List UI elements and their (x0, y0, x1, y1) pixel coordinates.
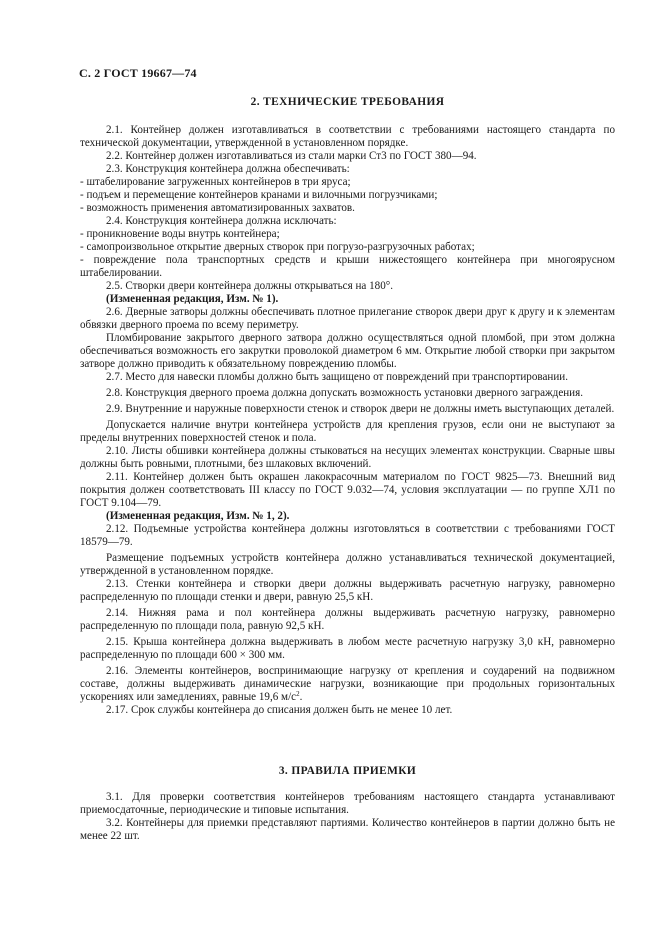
section-body-technical-requirements (80, 124, 615, 717)
page-header: С. 2 ГОСТ 19667—74 (79, 66, 197, 80)
paragraph-sealing: Пломбирование закрытого дверного затвора должно осуществляться одной пломбой, при этом должна обеспечиваться возможность его закрутки проволокой диаметром 6 мм. Открытие любой створки при закрытом затворе должно приводить к обязательному повреждению пломбы. (80, 332, 615, 370)
list-item-automatic-grips: - возможность применения автоматизированных захватов. (80, 202, 355, 214)
paragraph-lifting-placement: Размещение подъемных устройств контейнера должно устанавливаться технической документацией, утвержденной в установленном порядке. (80, 552, 615, 577)
paragraph-2-4: 2.4. Конструкция контейнера должна исключать: (106, 215, 337, 227)
paragraph-2-3: 2.3. Конструкция контейнера должна обеспечивать: (106, 163, 350, 175)
amendment-note: (Измененная редакция, Изм. № 1). (106, 293, 279, 305)
paragraph-2-11: 2.11. Контейнер должен быть окрашен лакокрасочным материалом по ГОСТ 9825—73. Внешний вид покрытия должен соответствовать III классу по ГОСТ 9.032—74, условия эксплуатации — по группе ХЛ1 по ГОСТ 9.104—79. (80, 471, 615, 509)
paragraph-2-8: 2.8. Конструкция дверного проема должна допускать возможность установки дверного заграждения. (106, 387, 583, 399)
paragraph-2-10: 2.10. Листы обшивки контейнера должны стыковаться на несущих элементах конструкции. Сварные швы должны быть ровными, плотными, без шлаковых включений. (80, 445, 615, 470)
paragraph-2-6: 2.6. Дверные затворы должны обеспечивать плотное прилегание створок двери друг к другу и к элементам обвязки дверного проема по всему периметру. (80, 306, 615, 331)
paragraph-2-16-text: 2.16. Элементы контейнеров, воспринимающие нагрузку от крепления и соударений на подвижном составе, должны выдерживать динамические нагрузки, возникающие при продольных горизонтальных ускорениях или замедлениях, равные 19,6 м/с (80, 665, 615, 703)
list-item-stacking: - штабелирование загруженных контейнеров в три яруса; (80, 176, 351, 188)
paragraph-2-1: 2.1. Контейнер должен изготавливаться в соответствии с требованиями настоящего стандарта по технической документации, утвержденной в установленном порядке. (80, 124, 615, 149)
paragraph-2-7: 2.7. Место для навески пломбы должно быть защищено от повреждений при транспортировании. (106, 371, 568, 383)
list-item-lifting: - подъем и перемещение контейнеров кранами и вилочными погрузчиками; (80, 189, 438, 201)
list-item-water-ingress: - проникновение воды внутрь контейнера; (80, 228, 280, 240)
paragraph-2-2: 2.2. Контейнер должен изготавливаться из стали марки Ст3 по ГОСТ 380—94. (106, 150, 477, 162)
paragraph-cargo-fixtures: Допускается наличие внутри контейнера устройств для крепления грузов, если они не выступают за пределы внутренних поверхностей стенок и пола. (80, 419, 615, 444)
section-title-acceptance-rules: 3. ПРАВИЛА ПРИЕМКИ (278, 765, 417, 777)
paragraph-2-17: 2.17. Срок службы контейнера до списания должен быть не менее 10 лет. (106, 704, 453, 716)
paragraph-2-5: 2.5. Створки двери контейнера должны открываться на 180°. (106, 280, 393, 292)
paragraph-2-12: 2.12. Подъемные устройства контейнера должны изготовляться в соответствии с требованиями ГОСТ 18579—79. (80, 523, 615, 548)
list-item-floor-damage: - повреждение пола транспортных средств и крыши нижестоящего контейнера при многоярусном штабелировании. (80, 254, 615, 279)
paragraph-3-1: 3.1. Для проверки соответствия контейнеров требованиям настоящего стандарта устанавливают приемосдаточные, периодические и типовые испытания. (80, 791, 615, 816)
section-body-acceptance-rules (80, 791, 615, 843)
superscript-exponent: 2 (296, 690, 300, 698)
paragraph-2-9: 2.9. Внутренние и наружные поверхности стенок и створок двери не должны иметь выступающих деталей. (106, 403, 615, 415)
section-title-technical-requirements: 2. ТЕХНИЧЕСКИЕ ТРЕБОВАНИЯ (250, 96, 445, 108)
paragraph-2-16 (80, 665, 615, 704)
amendment-note-2: (Измененная редакция, Изм. № 1, 2). (106, 510, 290, 522)
list-item-door-opening: - самопроизвольное открытие дверных створок при погрузо-разгрузочных работах; (80, 241, 475, 253)
paragraph-2-13: 2.13. Стенки контейнера и створки двери должны выдерживать расчетную нагрузку, равномерно распределенную по площади стенки и двери, равную 25,5 кН. (80, 578, 615, 603)
paragraph-3-2: 3.2. Контейнеры для приемки представляют партиями. Количество контейнеров в партии должно быть не менее 22 шт. (80, 817, 615, 842)
paragraph-2-14: 2.14. Нижняя рама и пол контейнера должны выдерживать расчетную нагрузку, равномерно распределенную по площади пола, равную 92,5 кН. (80, 607, 615, 632)
paragraph-2-16-tail: . (299, 691, 303, 703)
paragraph-2-15: 2.15. Крыша контейнера должна выдерживать в любом месте расчетную нагрузку 3,0 кН, равномерно распределенную по площади 600 × 300 мм. (80, 636, 615, 661)
